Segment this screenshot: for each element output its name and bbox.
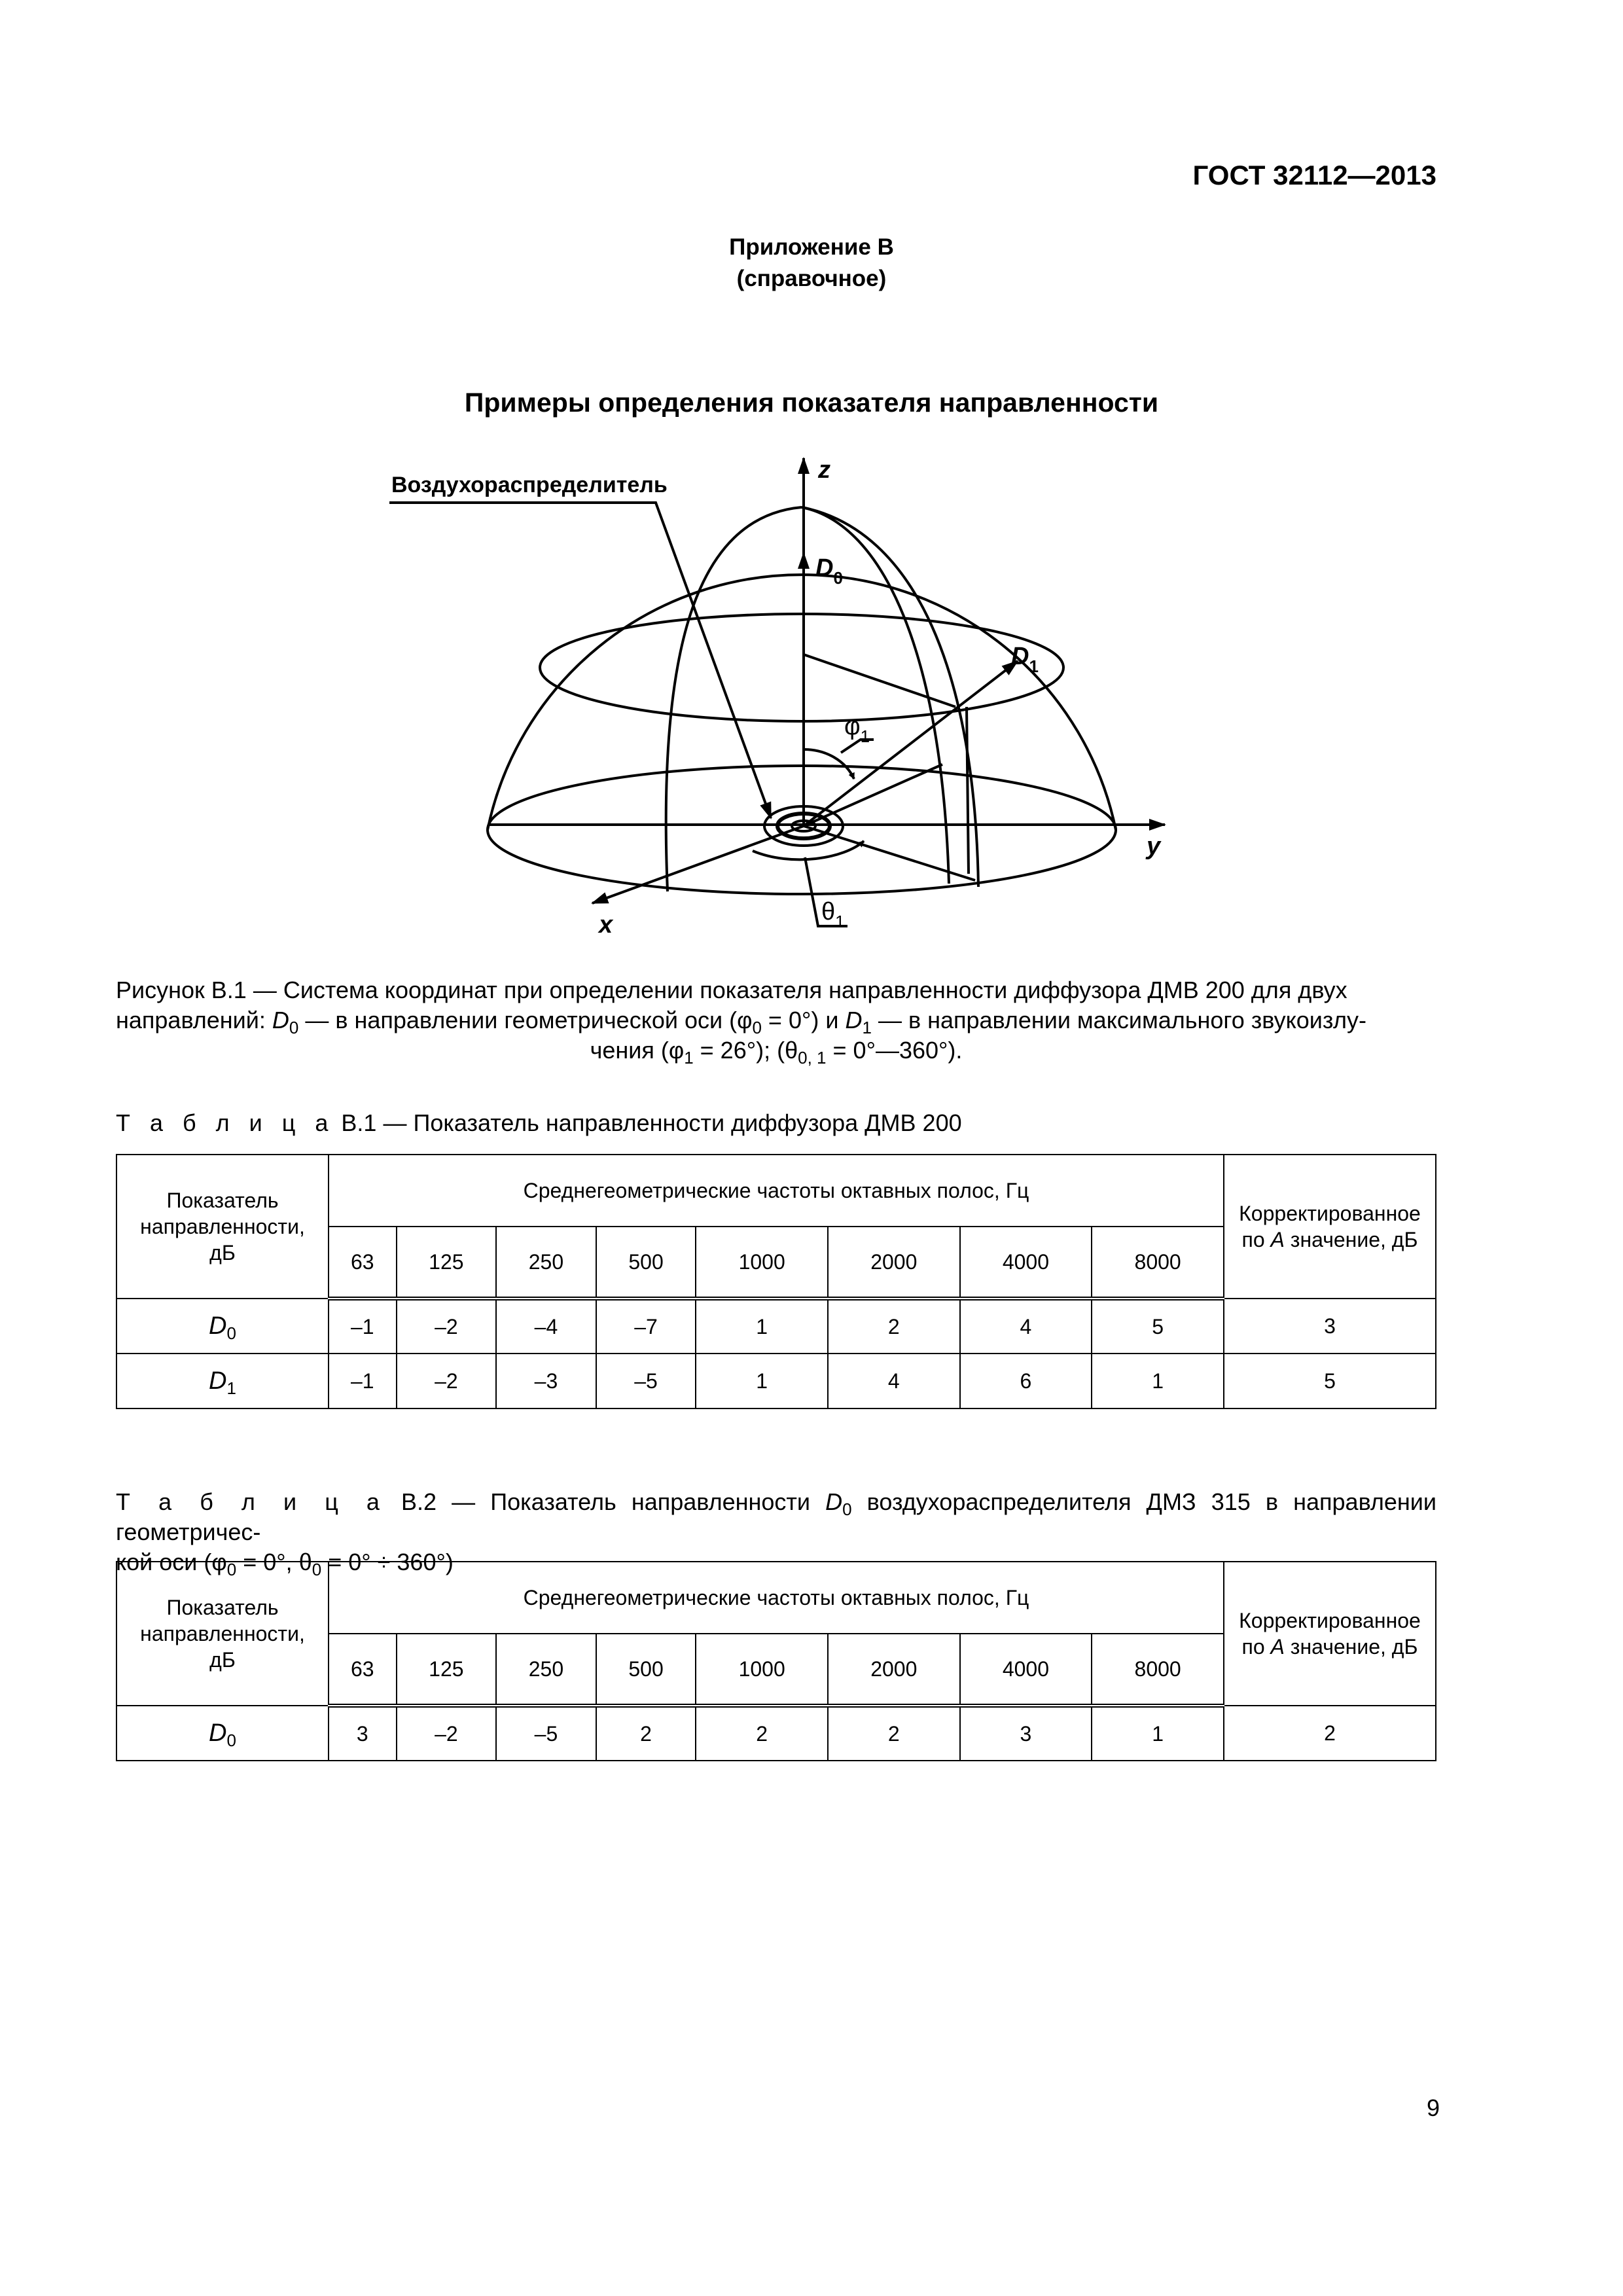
row-label: $D_1$	[116, 1354, 329, 1408]
value-cell: –3	[496, 1354, 596, 1408]
freq-header-cell: 500	[596, 1227, 696, 1299]
value-cell: 2	[828, 1706, 960, 1761]
d1-arrow	[804, 661, 1018, 826]
freq-header-cell: 1000	[696, 1227, 828, 1299]
value-cell: –2	[397, 1299, 497, 1354]
value-cell: –1	[329, 1354, 397, 1408]
freq-header-cell: 500	[596, 1634, 696, 1706]
corrected-value-cell: 3	[1224, 1299, 1436, 1354]
row-label: $D_0$	[116, 1706, 329, 1761]
value-cell: 2	[828, 1299, 960, 1354]
value-cell: –1	[329, 1299, 397, 1354]
table2-freq-header: Среднегеометрические частоты октавных полос, Гц	[329, 1562, 1224, 1634]
value-cell: –5	[496, 1706, 596, 1761]
freq-header-cell: 8000	[1092, 1634, 1224, 1706]
value-cell: 4	[960, 1299, 1092, 1354]
value-cell: 1	[696, 1299, 828, 1354]
value-cell: 5	[1092, 1299, 1224, 1354]
table-row	[116, 1706, 1436, 1761]
y-axis-label: y	[1147, 833, 1161, 860]
value-cell: 2	[596, 1706, 696, 1761]
value-cell: 4	[828, 1354, 960, 1408]
freq-header-cell: 125	[397, 1634, 497, 1706]
theta-label: $\theta_1$	[821, 898, 845, 931]
value-cell: 3	[960, 1706, 1092, 1761]
freq-header-cell: 63	[329, 1227, 397, 1299]
latitude-ellipse	[540, 614, 1063, 721]
corrected-value-cell: 2	[1224, 1706, 1436, 1761]
table2-indicator-header: Показатель направленности, дБ	[116, 1562, 329, 1706]
value-cell: 1	[1092, 1354, 1224, 1408]
table1-corrected-header: Корректированное по A значение, дБ	[1224, 1155, 1436, 1299]
radial-line-right	[804, 826, 975, 880]
section-title: Примеры определения показателя направленности	[464, 387, 1159, 418]
freq-header-cell: 2000	[828, 1227, 960, 1299]
callout-label: Воздухораспределитель	[391, 473, 668, 497]
freq-header-cell: 2000	[828, 1634, 960, 1706]
table2	[116, 1561, 1436, 1761]
d0-label: $D_0$	[815, 554, 843, 588]
table-row	[116, 1354, 1436, 1408]
page-number: 9	[1426, 2094, 1440, 2121]
d1-label: $D_1$	[1011, 643, 1039, 676]
value-cell: –7	[596, 1299, 696, 1354]
phi-arc	[804, 749, 854, 779]
table1-freq-header: Среднегеометрические частоты октавных полос, Гц	[329, 1155, 1224, 1227]
freq-header-cell: 8000	[1092, 1227, 1224, 1299]
table1-indicator-header: Показатель направленности, дБ	[116, 1155, 329, 1299]
freq-header-cell: 1000	[696, 1634, 828, 1706]
freq-header-cell: 250	[496, 1227, 596, 1299]
freq-header-cell: 4000	[960, 1634, 1092, 1706]
table2-title: Т а б л и ц а В.2 — Показатель направленности $D_0$ воздухораспределителя ДМЗ 315 в направлении геометричес- кой оси ($\varphi_0 = 0^\circ$, $\theta_0 = 0^\circ \div 360^\circ$)	[116, 1488, 1437, 1579]
freq-header-cell: 63	[329, 1634, 397, 1706]
phi-label: $\varphi_1$	[844, 713, 870, 746]
standard-number: ГОСТ 32112—2013	[1192, 160, 1436, 190]
value-cell: –5	[596, 1354, 696, 1408]
annex-title: Приложение В	[729, 234, 894, 260]
x-axis-label: x	[599, 911, 613, 939]
theta-arc	[753, 841, 864, 859]
coordinate-system-figure	[0, 0, 1623, 969]
table2-corrected-header: Корректированное по A значение, дБ	[1224, 1562, 1436, 1706]
value-cell: –4	[496, 1299, 596, 1354]
value-cell: 3	[329, 1706, 397, 1761]
freq-header-cell: 250	[496, 1634, 596, 1706]
callout-leader	[389, 503, 771, 818]
table-row	[116, 1299, 1436, 1354]
value-cell: 2	[696, 1706, 828, 1761]
d1-projection-line	[967, 707, 969, 874]
value-cell: 1	[1092, 1706, 1224, 1761]
figure-caption: Рисунок В.1 — Система координат при определении показателя направленности диффузора ДМВ 200 для двух направлений: $D_0$ — в направлении геометрической оси $(\varphi_0 = 0^\circ)$ и $D_1$ — в направлении максимального звукоизлу- чения $(\varphi_1 = 26^\circ)$; ($\theta_{0, 1}$ = 0°—360°).	[116, 977, 1366, 1067]
corrected-value-cell: 5	[1224, 1354, 1436, 1408]
table1	[116, 1154, 1436, 1409]
value-cell: 1	[696, 1354, 828, 1408]
z-axis-label: z	[818, 456, 830, 484]
radial-line-upper	[804, 655, 955, 707]
value-cell: –2	[397, 1706, 497, 1761]
row-label: $D_0$	[116, 1299, 329, 1354]
value-cell: 6	[960, 1354, 1092, 1408]
annex-subtitle: (справочное)	[736, 266, 887, 291]
freq-header-cell: 4000	[960, 1227, 1092, 1299]
freq-header-cell: 125	[397, 1227, 497, 1299]
table1-title: Т а б л и ц а В.1 — Показатель направленности диффузора ДМВ 200	[116, 1109, 962, 1136]
value-cell: –2	[397, 1354, 497, 1408]
